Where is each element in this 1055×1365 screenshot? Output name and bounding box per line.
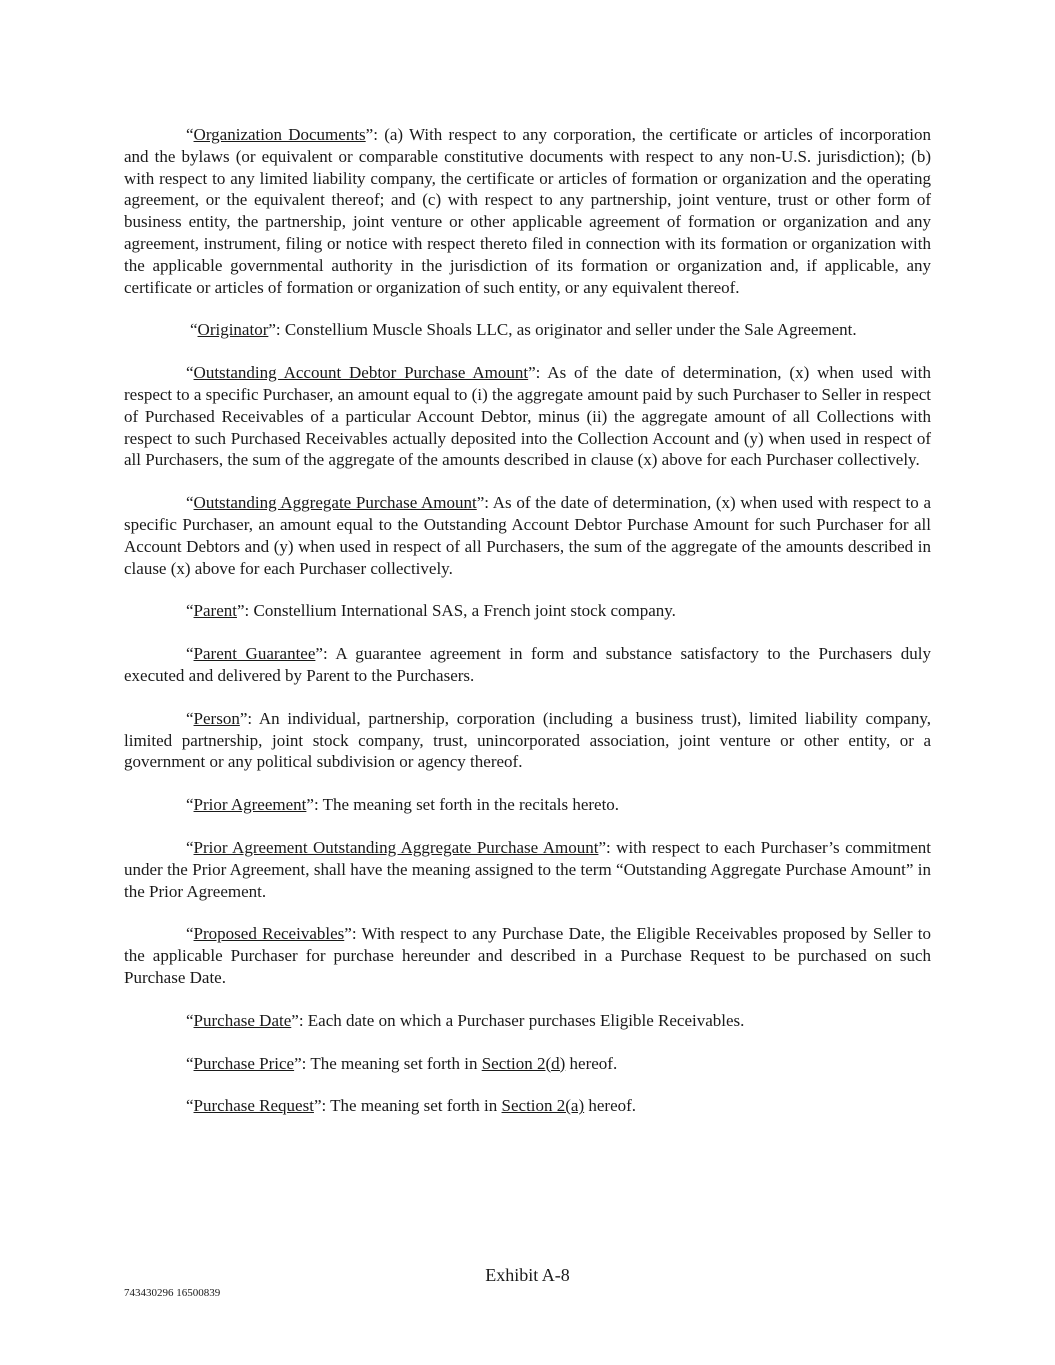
defined-term: Proposed Receivables xyxy=(193,924,345,944)
defined-term: Person xyxy=(193,708,240,728)
definition-text: : Constellium International SAS, a French joint stock company. xyxy=(244,601,676,621)
defined-term: Originator xyxy=(197,320,269,340)
definition-purchase-date: “Purchase Date”: Each date on which a Purchaser purchases Eligible Receivables. xyxy=(186,1010,745,1030)
definition-text: : (a) With respect to any corporation, the certificate or articles of incorporation and the bylaws (or equivalent or comparable constitutive documents with respect to any non-U.S. jurisdiction); (b) with respect to any limited liability company, the certificate or articles of formation or organization and the operating agreement, or the equivalent thereof; and (c) with respect to any partnership, joint venture, trust or other form of business entity, the partnership, joint venture or other applicable agreement of formation or organization and any agreement, instrument, filing or notice with respect thereto filed in connection with its formation or organization with the applicable governmental authority in the jurisdiction of its formation or organization and, if applicable, any certificate or articles of formation or organization of such entity, or any equivalent thereof. xyxy=(124,125,931,297)
definition-person: “Person”: An individual, partnership, corporation (including a business trust), limited liability company, limited partnership, joint stock company, trust, unincorporated association, joint venture or other entity, or a government or any political subdivision or agency thereof. xyxy=(124,708,931,772)
defined-term: Parent Guarantee xyxy=(193,644,316,664)
section-reference-link[interactable]: Section 2(a) xyxy=(501,1096,585,1116)
definition-purchase-price: “Purchase Price”: The meaning set forth in Section 2(d) hereof. xyxy=(186,1053,618,1073)
definition-text: : As of the date of determination, (x) when used with respect to a specific Purchaser, an amount equal to (i) the aggregate amount paid by such Purchaser to Seller in respect of Purchased Receivables of a particular Account Debtor, minus (ii) the aggregate amount of all Collections with respect to such Purchased Receivables actually deposited into the Collection Account and (y) when used in respect of all Purchasers, the sum of the aggregate of the amounts described in clause (x) above for each Purchaser collectively. xyxy=(124,363,932,470)
defined-term: Outstanding Account Debtor Purchase Amount xyxy=(193,363,529,383)
defined-term: Parent xyxy=(193,601,237,621)
definitions-list xyxy=(124,124,931,1138)
definition-parent: “Parent”: Constellium International SAS, a French joint stock company. xyxy=(186,601,676,621)
defined-term: Outstanding Aggregate Purchase Amount xyxy=(193,493,477,513)
document-id: 743430296 16500839 xyxy=(124,1287,221,1299)
definition-prior-agreement: “Prior Agreement”: The meaning set forth in the recitals hereto. xyxy=(186,795,620,815)
definition-organization-documents: “Organization Documents”: (a) With respect to any corporation, the certificate or articles of incorporation and the bylaws (or equivalent or comparable constitutive documents with respect to any non-U.S. jurisdiction); (b) with respect to any limited liability company, the certificate or articles of formation or organization and the operating agreement, or the equivalent thereof; and (c) with respect to any partnership, joint venture, trust or other form of business entity, the partnership, joint venture or other applicable agreement of formation or organization and any agreement, instrument, filing or notice with respect thereto filed in connection with its formation or organization with the applicable governmental authority in the jurisdiction of its formation or organization and, if applicable, any certificate or articles of formation or organization of such entity, or any equivalent thereof. xyxy=(124,125,931,297)
definition-originator: “Originator”: Constellium Muscle Shoals LLC, as originator and seller under the Sale Agreement. xyxy=(190,320,857,340)
definition-text: : The meaning set forth in xyxy=(301,1053,482,1073)
defined-term: Prior Agreement xyxy=(193,795,307,815)
definition-text: : Each date on which a Purchaser purchases Eligible Receivables. xyxy=(298,1010,745,1030)
definition-text-tail: hereof. xyxy=(565,1053,618,1073)
defined-term: Purchase Price xyxy=(193,1053,295,1073)
definition-text: : Constellium Muscle Shoals LLC, as originator and seller under the Sale Agreement. xyxy=(275,320,857,340)
definition-text: : As of the date of determination, (x) when used with respect to a specific Purchaser, an amount equal to the Outstanding Account Debtor Purchase Amount for such Purchaser for all Account Debtors and (y) when used in respect of all Purchasers, the sum of the aggregate of the amounts described in clause (x) above for each Purchaser collectively. xyxy=(124,493,931,578)
definition-parent-guarantee: “Parent Guarantee”: A guarantee agreement in form and substance satisfactory to the Purchasers duly executed and delivered by Parent to the Purchasers. xyxy=(124,644,931,685)
definition-text: : With respect to any Purchase Date, the Eligible Receivables proposed by Seller to the applicable Purchaser for purchase hereunder and described in a Purchase Request to be purchased on such Purchase Date. xyxy=(124,924,932,987)
definition-text: : A guarantee agreement in form and substance satisfactory to the Purchasers duly executed and delivered by Parent to the Purchasers. xyxy=(124,644,931,685)
defined-term: Organization Documents xyxy=(193,125,366,144)
definition-purchase-request: “Purchase Request”: The meaning set forth in Section 2(a) hereof. xyxy=(186,1096,637,1116)
definition-outstanding-aggregate-purchase-amount: “Outstanding Aggregate Purchase Amount”: As of the date of determination, (x) when used with respect to a specific Purchaser, an amount equal to the Outstanding Account Debtor Purchase Amount for such Purchaser for all Account Debtors and (y) when used in respect of all Purchasers, the sum of the aggregate of the amounts described in clause (x) above for each Purchaser collectively. xyxy=(124,493,931,578)
definition-text: : An individual, partnership, corporation (including a business trust), limited liability company, limited partnership, joint stock company, trust, unincorporated association, joint venture or other entity, or a government or any political subdivision or agency thereof. xyxy=(124,708,931,772)
definition-text: : with respect to each Purchaser’s commitment under the Prior Agreement, shall have the meaning assigned to the term “Outstanding Aggregate Purchase Amount” in the Prior Agreement. xyxy=(124,837,932,901)
definition-outstanding-account-debtor-purchase-amount: “Outstanding Account Debtor Purchase Amount”: As of the date of determination, (x) when used with respect to a specific Purchaser, an amount equal to (i) the aggregate amount paid by such Purchaser to Seller in respect of Purchased Receivables of a particular Account Debtor, minus (ii) the aggregate amount of all Collections with respect to such Purchased Receivables actually deposited into the Collection Account and (y) when used in respect of all Purchasers, the sum of the aggregate of the amounts described in clause (x) above for each Purchaser collectively. xyxy=(124,363,932,470)
defined-term: Purchase Request xyxy=(193,1096,314,1116)
definition-proposed-receivables: “Proposed Receivables”: With respect to any Purchase Date, the Eligible Receivables proposed by Seller to the applicable Purchaser for purchase hereunder and described in a Purchase Request to be purchased on such Purchase Date. xyxy=(124,924,932,987)
defined-term: Prior Agreement Outstanding Aggregate Purchase Amount xyxy=(193,837,599,857)
section-reference-link[interactable]: Section 2(d) xyxy=(481,1053,566,1073)
definition-prior-agreement-outstanding-aggregate-purchase-amount: “Prior Agreement Outstanding Aggregate Purchase Amount”: with respect to each Purchaser’s commitment under the Prior Agreement, shall have the meaning assigned to the term “Outstanding Aggregate Purchase Amount” in the Prior Agreement. xyxy=(124,837,932,901)
defined-term: Purchase Date xyxy=(193,1010,292,1030)
exhibit-page-label: Exhibit A-8 xyxy=(485,1265,570,1285)
definition-text: : The meaning set forth in the recitals hereto. xyxy=(313,795,620,815)
definition-text: : The meaning set forth in xyxy=(321,1096,502,1116)
definition-text-tail: hereof. xyxy=(584,1096,637,1116)
